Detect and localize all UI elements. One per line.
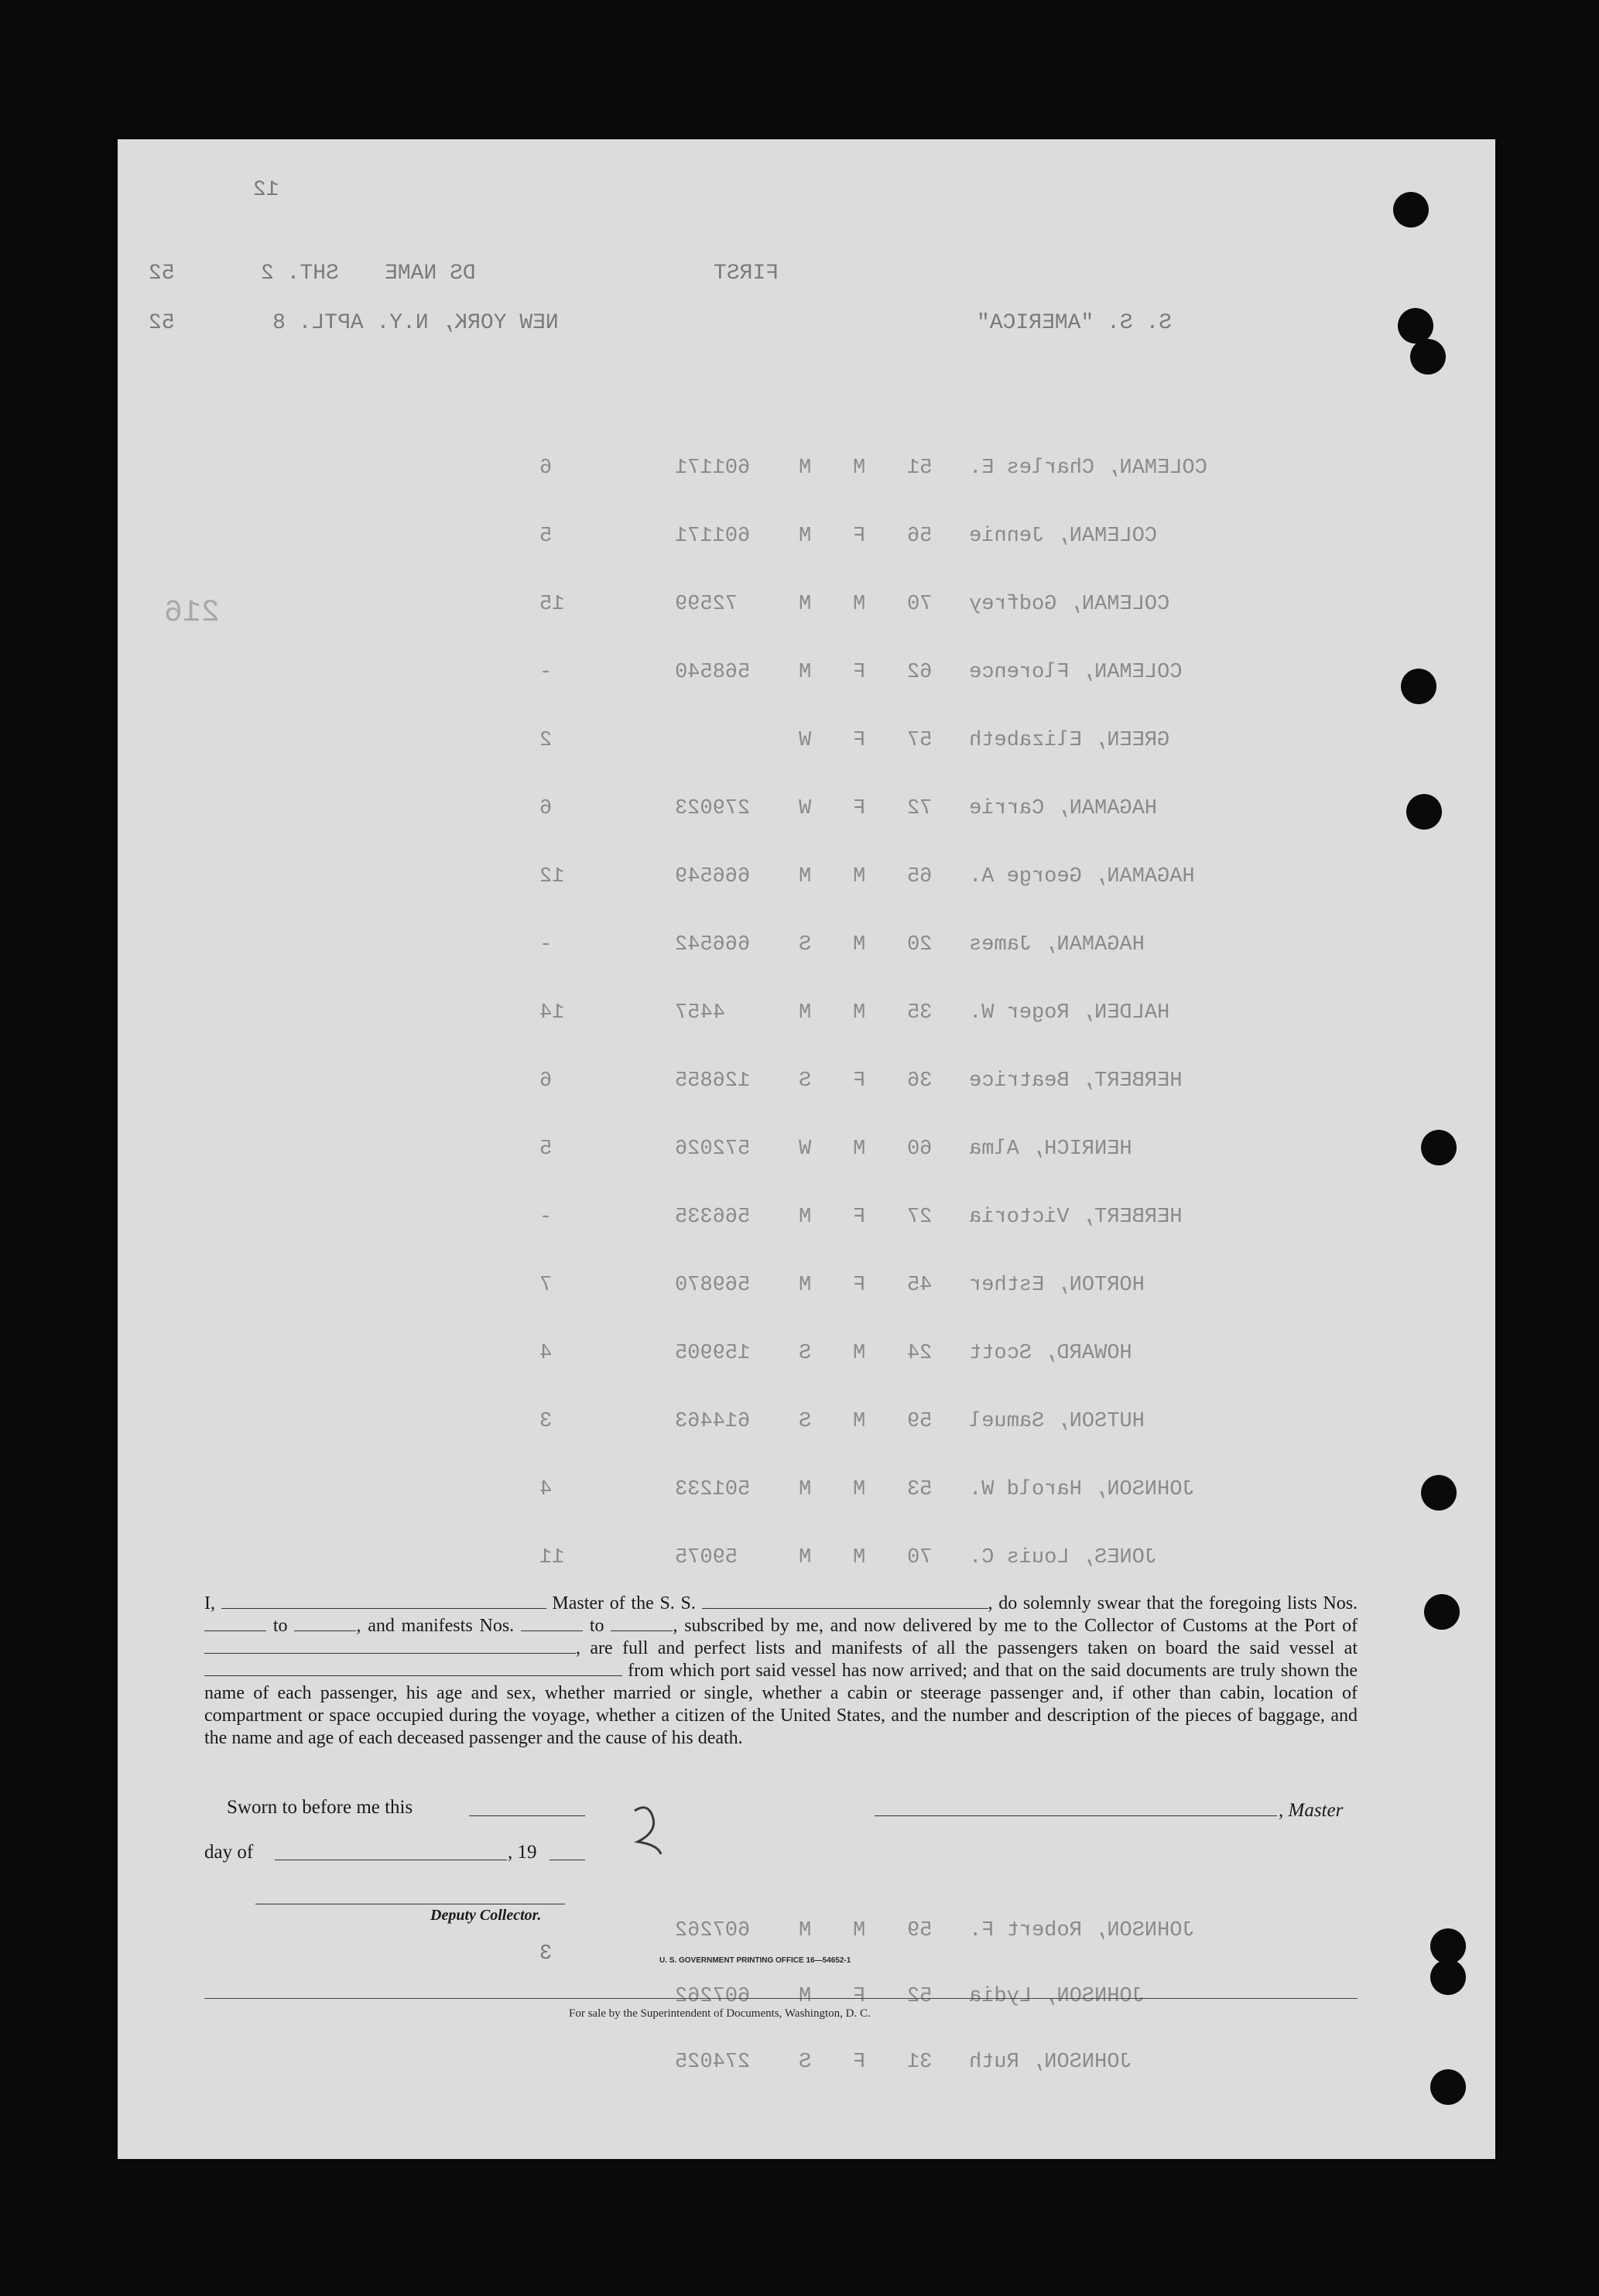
table-row: 4 159905 S M 24 HOWARD, Scott xyxy=(539,1342,1132,1365)
oath-body: port said vessel has now arrived; and that on the said documents are truly shown the name of each passenger, his age and sex, whether married or single, whether a cabin or steerage passenger and, if other than cabin, location of compartment or space occupied during the voyage, whether a citizen of the United States, and the number and description of the pieces of baggage, and the name and age of each deceased passenger and the cause of his death. xyxy=(204,1661,1358,1748)
table-row: 5 572026 W M 60 HENRICH, Alma xyxy=(539,1138,1132,1161)
table-row: - 566335 M F 27 HERBERT, Victoria xyxy=(539,1206,1183,1229)
table-row: 5 601171 M F 56 COLEMAN, Jennie xyxy=(539,525,1158,548)
table-row: - 666542 S M 20 HAGAMAN, James xyxy=(539,933,1145,956)
table-row: 274025 S F 31 JOHNSON, Ruth xyxy=(675,2051,1132,2074)
deputy-collector-label: Deputy Collector. xyxy=(430,1907,542,1924)
table-row: 7 569870 M F 45 HORTON, Esther xyxy=(539,1274,1145,1297)
table-row: 11 59075 M M 70 JONES, Louis C. xyxy=(539,1546,1158,1569)
punch-hole xyxy=(1424,1594,1460,1630)
port-field[interactable] xyxy=(204,1653,576,1654)
bleed-ship: S. S. "AMERICA" xyxy=(977,311,1173,335)
bleed-col-c: DS NAME xyxy=(385,262,476,286)
oath-manifests: , and manifests Nos. xyxy=(356,1616,515,1636)
punch-hole xyxy=(1393,192,1429,228)
day-of-label: day of xyxy=(204,1842,254,1863)
oath-to-1: to xyxy=(272,1616,288,1636)
bleed-line-marker: 52 xyxy=(149,311,175,335)
footer-rule xyxy=(204,1998,1358,1999)
oath-from-which: from which xyxy=(628,1661,715,1681)
oath-subscribed: , subscribed by me, and now xyxy=(673,1616,896,1636)
oath-i: I, xyxy=(204,1593,215,1613)
table-row: 12 666549 M M 65 HAGAMAN, George A. xyxy=(539,865,1195,888)
bleed-margin-number: 216 xyxy=(164,596,221,631)
sworn-before-label: Sworn to before me this xyxy=(227,1797,413,1818)
oath-solemnly: , do solemnly xyxy=(988,1593,1091,1613)
departure-port-field[interactable] xyxy=(204,1675,622,1676)
table-row: 607262 M F 52 JOHNSON, Lydia xyxy=(675,1985,1145,2008)
table-row: - 568540 M F 62 COLEMAN, Florence xyxy=(539,661,1183,684)
bleed-col-d: FIRST xyxy=(714,262,779,286)
master-label: , Master xyxy=(1279,1800,1344,1821)
gpo-imprint: U. S. GOVERNMENT PRINTING OFFICE 16—54652-1 xyxy=(659,1956,851,1965)
oath-delivered: delivered by me to the Collector of Customs at the Port of xyxy=(902,1616,1358,1636)
punch-hole xyxy=(1410,339,1446,375)
oath-to-2: to xyxy=(589,1616,604,1636)
manifests-from-field[interactable] xyxy=(521,1630,583,1631)
oath-full: , are full and perfect lists and xyxy=(576,1638,822,1658)
table-row: 15 72599 M M 70 COLEMAN, Godfrey xyxy=(539,593,1170,616)
handwritten-mark xyxy=(619,1795,681,1865)
oath-master-of: Master of the S. S. xyxy=(552,1593,696,1613)
punch-hole xyxy=(1421,1130,1457,1165)
table-row: 14 4457 M M 35 HALDEN, Roger W. xyxy=(539,1001,1170,1025)
ship-name-field[interactable] xyxy=(702,1608,988,1609)
oath-swear: swear that the foregoing lists Nos. xyxy=(1097,1593,1358,1613)
punch-hole xyxy=(1430,1959,1466,1995)
lists-from-field[interactable] xyxy=(204,1630,266,1631)
table-row: 4 501233 M M 53 JOHNSON, Harold W. xyxy=(539,1478,1195,1501)
punch-hole xyxy=(1406,794,1442,830)
punch-hole xyxy=(1430,2069,1466,2105)
master-name-field[interactable] xyxy=(221,1608,546,1609)
table-row: 6 126855 S F 36 HERBERT, Beatrice xyxy=(539,1069,1183,1093)
sworn-date-line[interactable] xyxy=(469,1815,585,1816)
manifest-page xyxy=(118,139,1495,2159)
master-oath xyxy=(204,1593,1358,1750)
table-row: 607262 M M 59 JOHNSON, Robert F. xyxy=(675,1919,1195,1942)
bleed-lower-number: 3 xyxy=(539,1942,553,1966)
table-row: 6 601171 M M 51 COLEMAN, Charles E. xyxy=(539,457,1207,480)
table-row: 6 279023 W F 72 HAGAMAN, Carrie xyxy=(539,797,1158,820)
oath-manifests-all: manifests of all the passengers taken on board the said vessel at xyxy=(830,1638,1358,1658)
table-row: 2 W F 57 GREEN, Elizabeth xyxy=(539,729,1170,752)
lists-to-field[interactable] xyxy=(294,1630,356,1631)
bleed-page-number: 12 xyxy=(253,178,279,202)
bleed-col-a: 52 xyxy=(149,262,175,286)
master-signature-line[interactable] xyxy=(875,1815,1277,1816)
year-label: , 19 xyxy=(508,1842,537,1863)
sale-notice: For sale by the Superintendent of Documents, Washington, D. C. xyxy=(569,2007,871,2020)
manifests-to-field[interactable] xyxy=(611,1630,673,1631)
table-row: 3 614463 S M 59 HUTSON, Samuel xyxy=(539,1410,1145,1433)
punch-hole xyxy=(1421,1475,1457,1511)
bleed-col-b: SHT. 2 xyxy=(261,262,339,286)
punch-hole xyxy=(1401,669,1436,704)
bleed-port: NEW YORK, N.Y. APTL. 8 xyxy=(272,311,559,335)
